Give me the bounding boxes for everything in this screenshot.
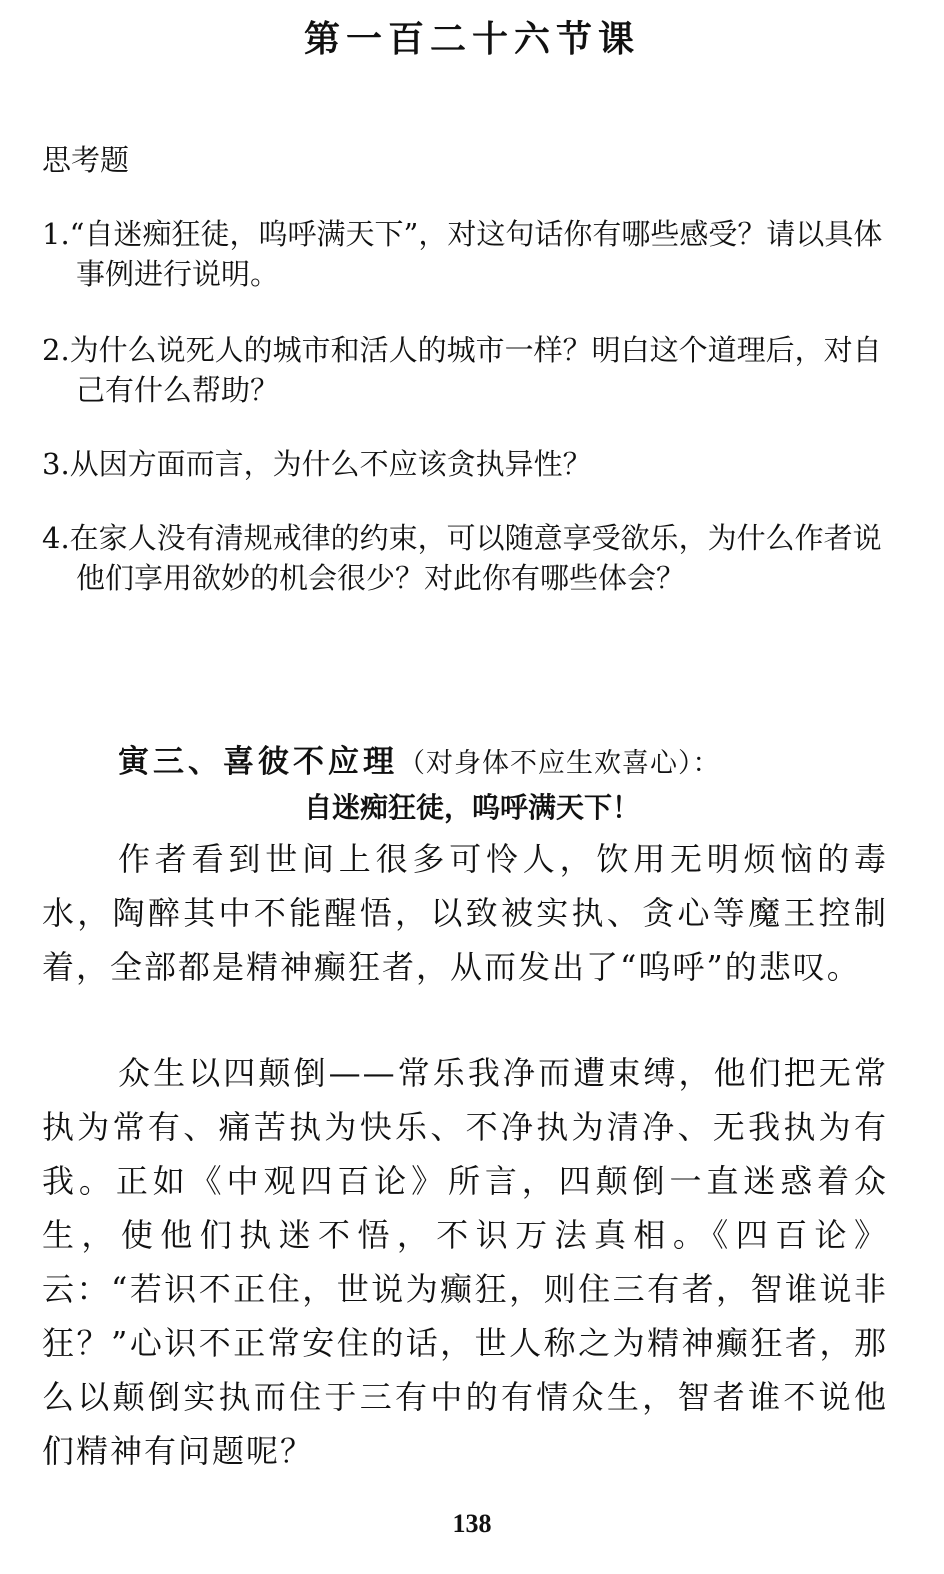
page-title: 第一百二十六节课 [303,19,640,60]
question-item: 1.“自迷痴狂徒，呜呼满天下”，对这句话你有哪些感受？请以具体事例进行说明。 [42,217,883,291]
subheading-note: （对身体不应生欢喜心）： [398,748,721,779]
section-label: 思考题 [42,143,130,177]
question-item: 3.从因方面而言，为什么不应该贪执异性？ [42,447,592,481]
question-item: 2.为什么说死人的城市和活人的城市一样？明白这个道理后，对自己有什么帮助？ [42,333,882,407]
subheading-main: 寅三、喜彼不应理 [118,744,398,780]
subheading [118,740,898,789]
page-number: 138 [452,1509,492,1538]
body-paragraph: 众生以四颠倒——常乐我净而遭束缚，他们把无常执为常有、痛苦执为快乐、不净执为清净、无我执为有我。正如《中观四百论》所言，四颠倒一直迷惑着众生，使他们执迷不悟，不识万法真相。《四百论》云：“若识不正住，世说为癫狂，则住三有者，智谁说非狂？”心识不正常安住的话，世人称之为精神癫狂者，那么以颠倒实执而住于三有中的有情众生，智者谁不说他们精神有问题呢？ [42,1054,888,1470]
question-item: 4.在家人没有清规戒律的约束，可以随意享受欲乐，为什么作者说他们享用欲妙的机会很少？对此你有哪些体会？ [42,521,882,595]
root-verse: 自迷痴狂徒，呜呼满天下！ [303,791,640,824]
body-paragraph: 作者看到世间上很多可怜人，饮用无明烦恼的毒水，陶醉其中不能醒悟，以致被实执、贪心等魔王控制着，全部都是精神癫狂者，从而发出了“呜呼”的悲叹。 [42,840,888,986]
